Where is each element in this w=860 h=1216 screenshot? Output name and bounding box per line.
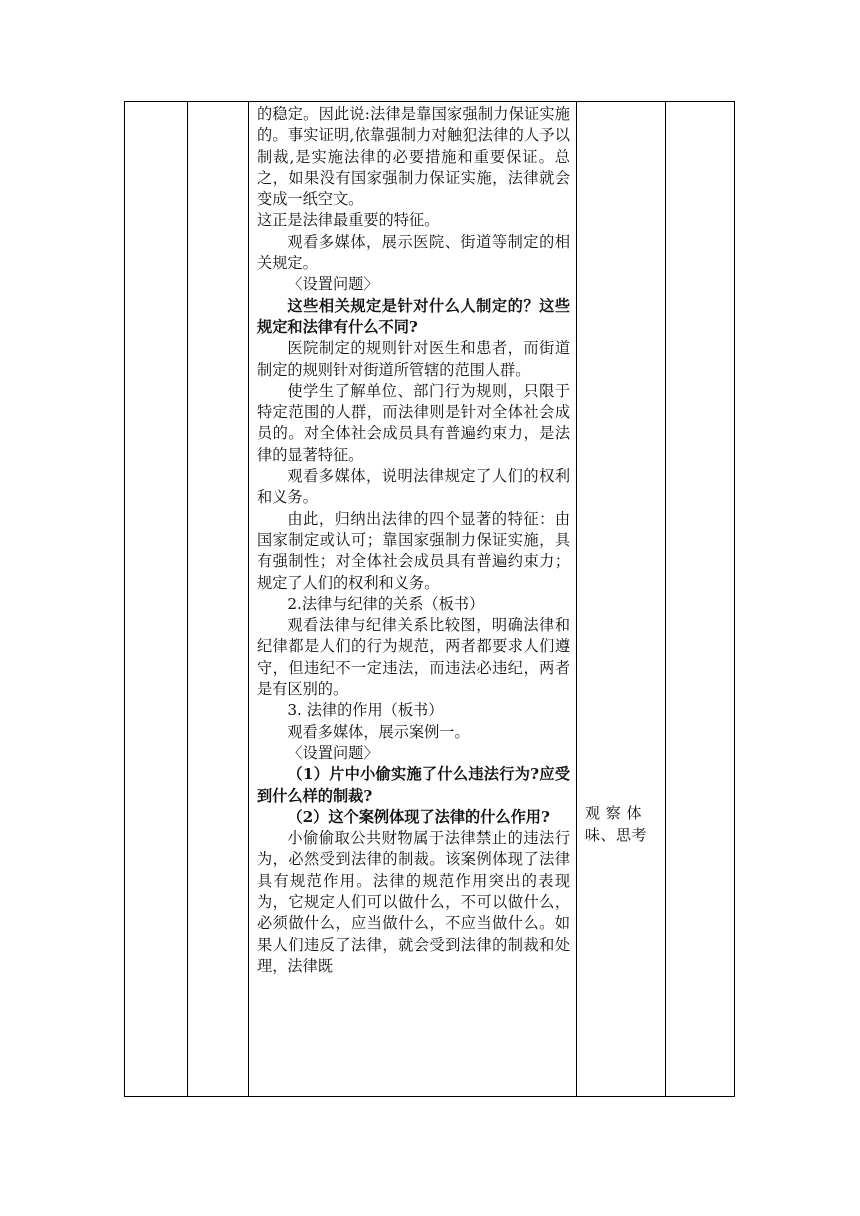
student-activity-cell [577,102,666,1097]
paragraph: 〈设置问题〉 [287,275,379,294]
paragraph: （1）片中小偷实施了什么违法行为?应受到什么样的制裁? [257,765,570,805]
paragraph: 3. 法律的作用（板书） [287,701,444,720]
teaching-content [249,102,576,977]
table-row [125,102,735,1097]
paragraph: 这些相关规定是针对什么人制定的？这些规定和法律有什么不同? [257,296,570,336]
paragraph: 〈设置问题〉 [287,743,379,762]
column-5-cell [666,102,735,1097]
teaching-content-cell [249,102,577,1097]
paragraph: 观看法律与纪律关系比较图，明确法律和纪律都是人们的行为规范，两者都要求人们遵守，但违纪不一定违法，而违法必违纪，两者是有区别的。 [257,616,570,699]
paragraph: 观看多媒体，展示案例一。 [287,722,470,741]
paragraph: 这正是法律最重要的特征。 [257,211,440,230]
paragraph: （2）这个案例体现了法律的什么作用? [287,807,550,826]
paragraph: 由此，归纳出法律的四个显著的特征：由国家制定或认可；靠国家强制力保证实施，具有强制性；对全体社会成员具有普遍约束力；规定了人们的权利和义务。 [257,509,570,592]
paragraph: 使学生了解单位、部门行为规则，只限于特定范围的人群，而法律则是针对全体社会成员的。对全体社会成员具有普遍约束力，是法律的显著特征。 [257,381,570,464]
column-2-cell [188,102,249,1097]
paragraph: 的稳定。因此说:法律是靠国家强制力保证实施的。事实证明,依靠强制力对触犯法律的人予以制裁,是实施法律的必要措施和重要保证。总之，如果没有国家强制力保证实施，法律就会变成一纸空文。 [257,105,570,209]
paragraph: 医院制定的规则针对医生和患者，而街道制定的规则针对街道所管辖的范围人群。 [257,339,570,379]
lesson-plan-table [124,101,735,1097]
paragraph: 2.法律与纪律的关系（板书） [287,594,485,613]
paragraph: 观看多媒体，展示医院、街道等制定的相关规定。 [257,232,570,273]
column-1-cell [125,102,188,1097]
student-activity-text: 观 察 体 味、思考 [585,804,648,844]
paragraph: 观看多媒体，说明法律规定了人们的权利和义务。 [257,467,570,507]
paragraph: 小偷偷取公共财物属于法律禁止的违法行为，必然受到法律的制裁。该案例体现了法律具有规范作用。法律的规范作用突出的表现为，它规定人们可以做什么，不可以做什么，必须做什么，应当做什么，不应当做什么。如果人们违反了法律，就会受到法律的制裁和处理，法律既 [257,829,570,975]
